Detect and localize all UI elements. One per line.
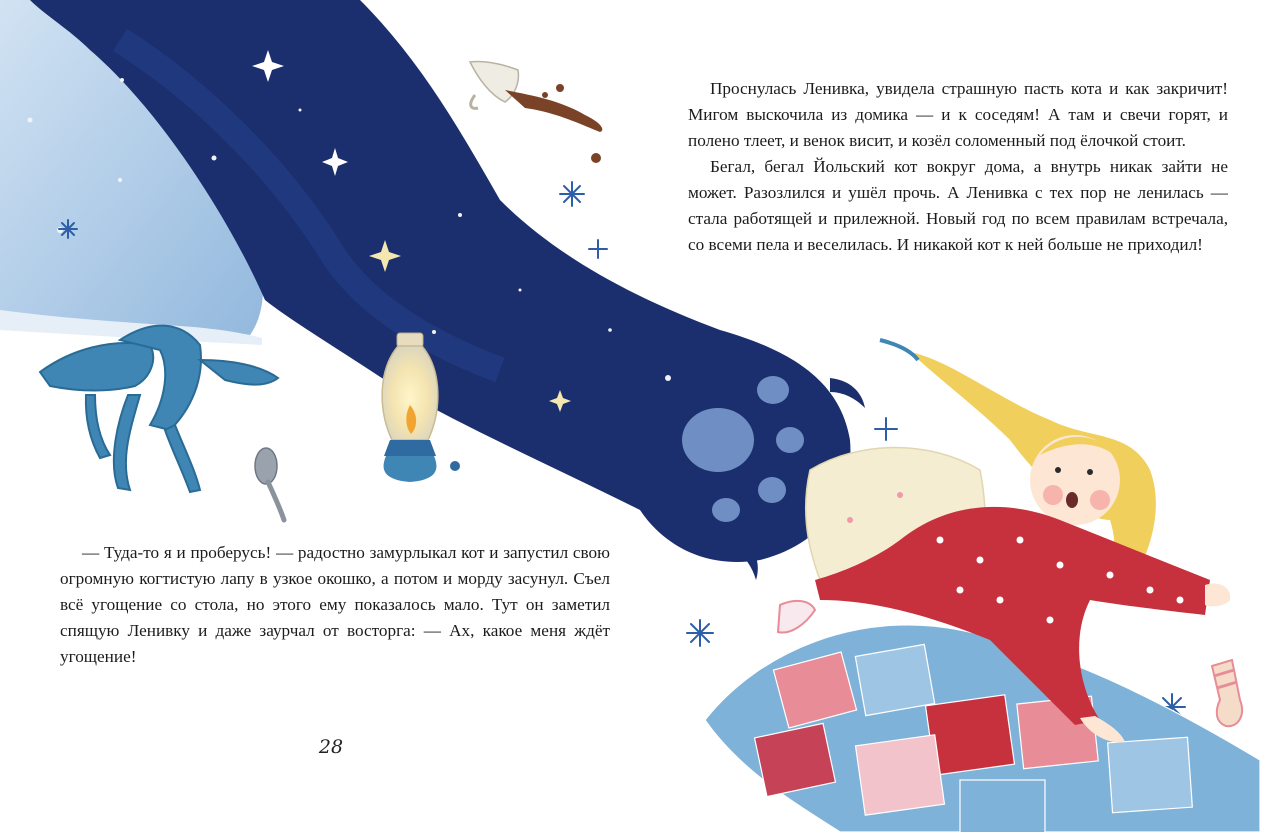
story-paragraph: Проснулась Ленивка, увидела страшную пасть кота и как закричит! Мигом выскочила из домика — и к соседям! А там и свечи горят, и полено тлеет, и венок висит, и козёл соломенный под ёлочкой стоит. (688, 79, 1228, 150)
chair-icon (40, 326, 278, 492)
story-paragraph: Бегал, бегал Йольский кот вокруг дома, а внутрь никак зайти не может. Разозлился и ушёл прочь. А Ленивка с тех пор не ленилась — стала работящей и прилежной. Новый год по всем правилам встречала, со всеми пела и веселилась. И никакой кот к ней больше не приходил! (688, 157, 1228, 254)
teacup-icon (470, 61, 602, 163)
page-number: 28 (318, 736, 344, 758)
story-text-top (688, 76, 1228, 258)
story-text-bottom (60, 540, 610, 670)
sock-icon (1212, 660, 1242, 726)
patchwork-quilt (705, 625, 1260, 832)
spoon-icon (255, 448, 284, 520)
story-paragraph: — Туда-то я и проберусь! — радостно замурлыкал кот и запустил свою огромную когтистую лапу в узкое окошко, а потом и морду засунул. Съел всё угощение со стола, но этого ему показалось мало. Тут он заметил спящую Ленивку и даже заурчал от восторга: — Ах, какое меня ждёт угощение! (60, 543, 610, 666)
